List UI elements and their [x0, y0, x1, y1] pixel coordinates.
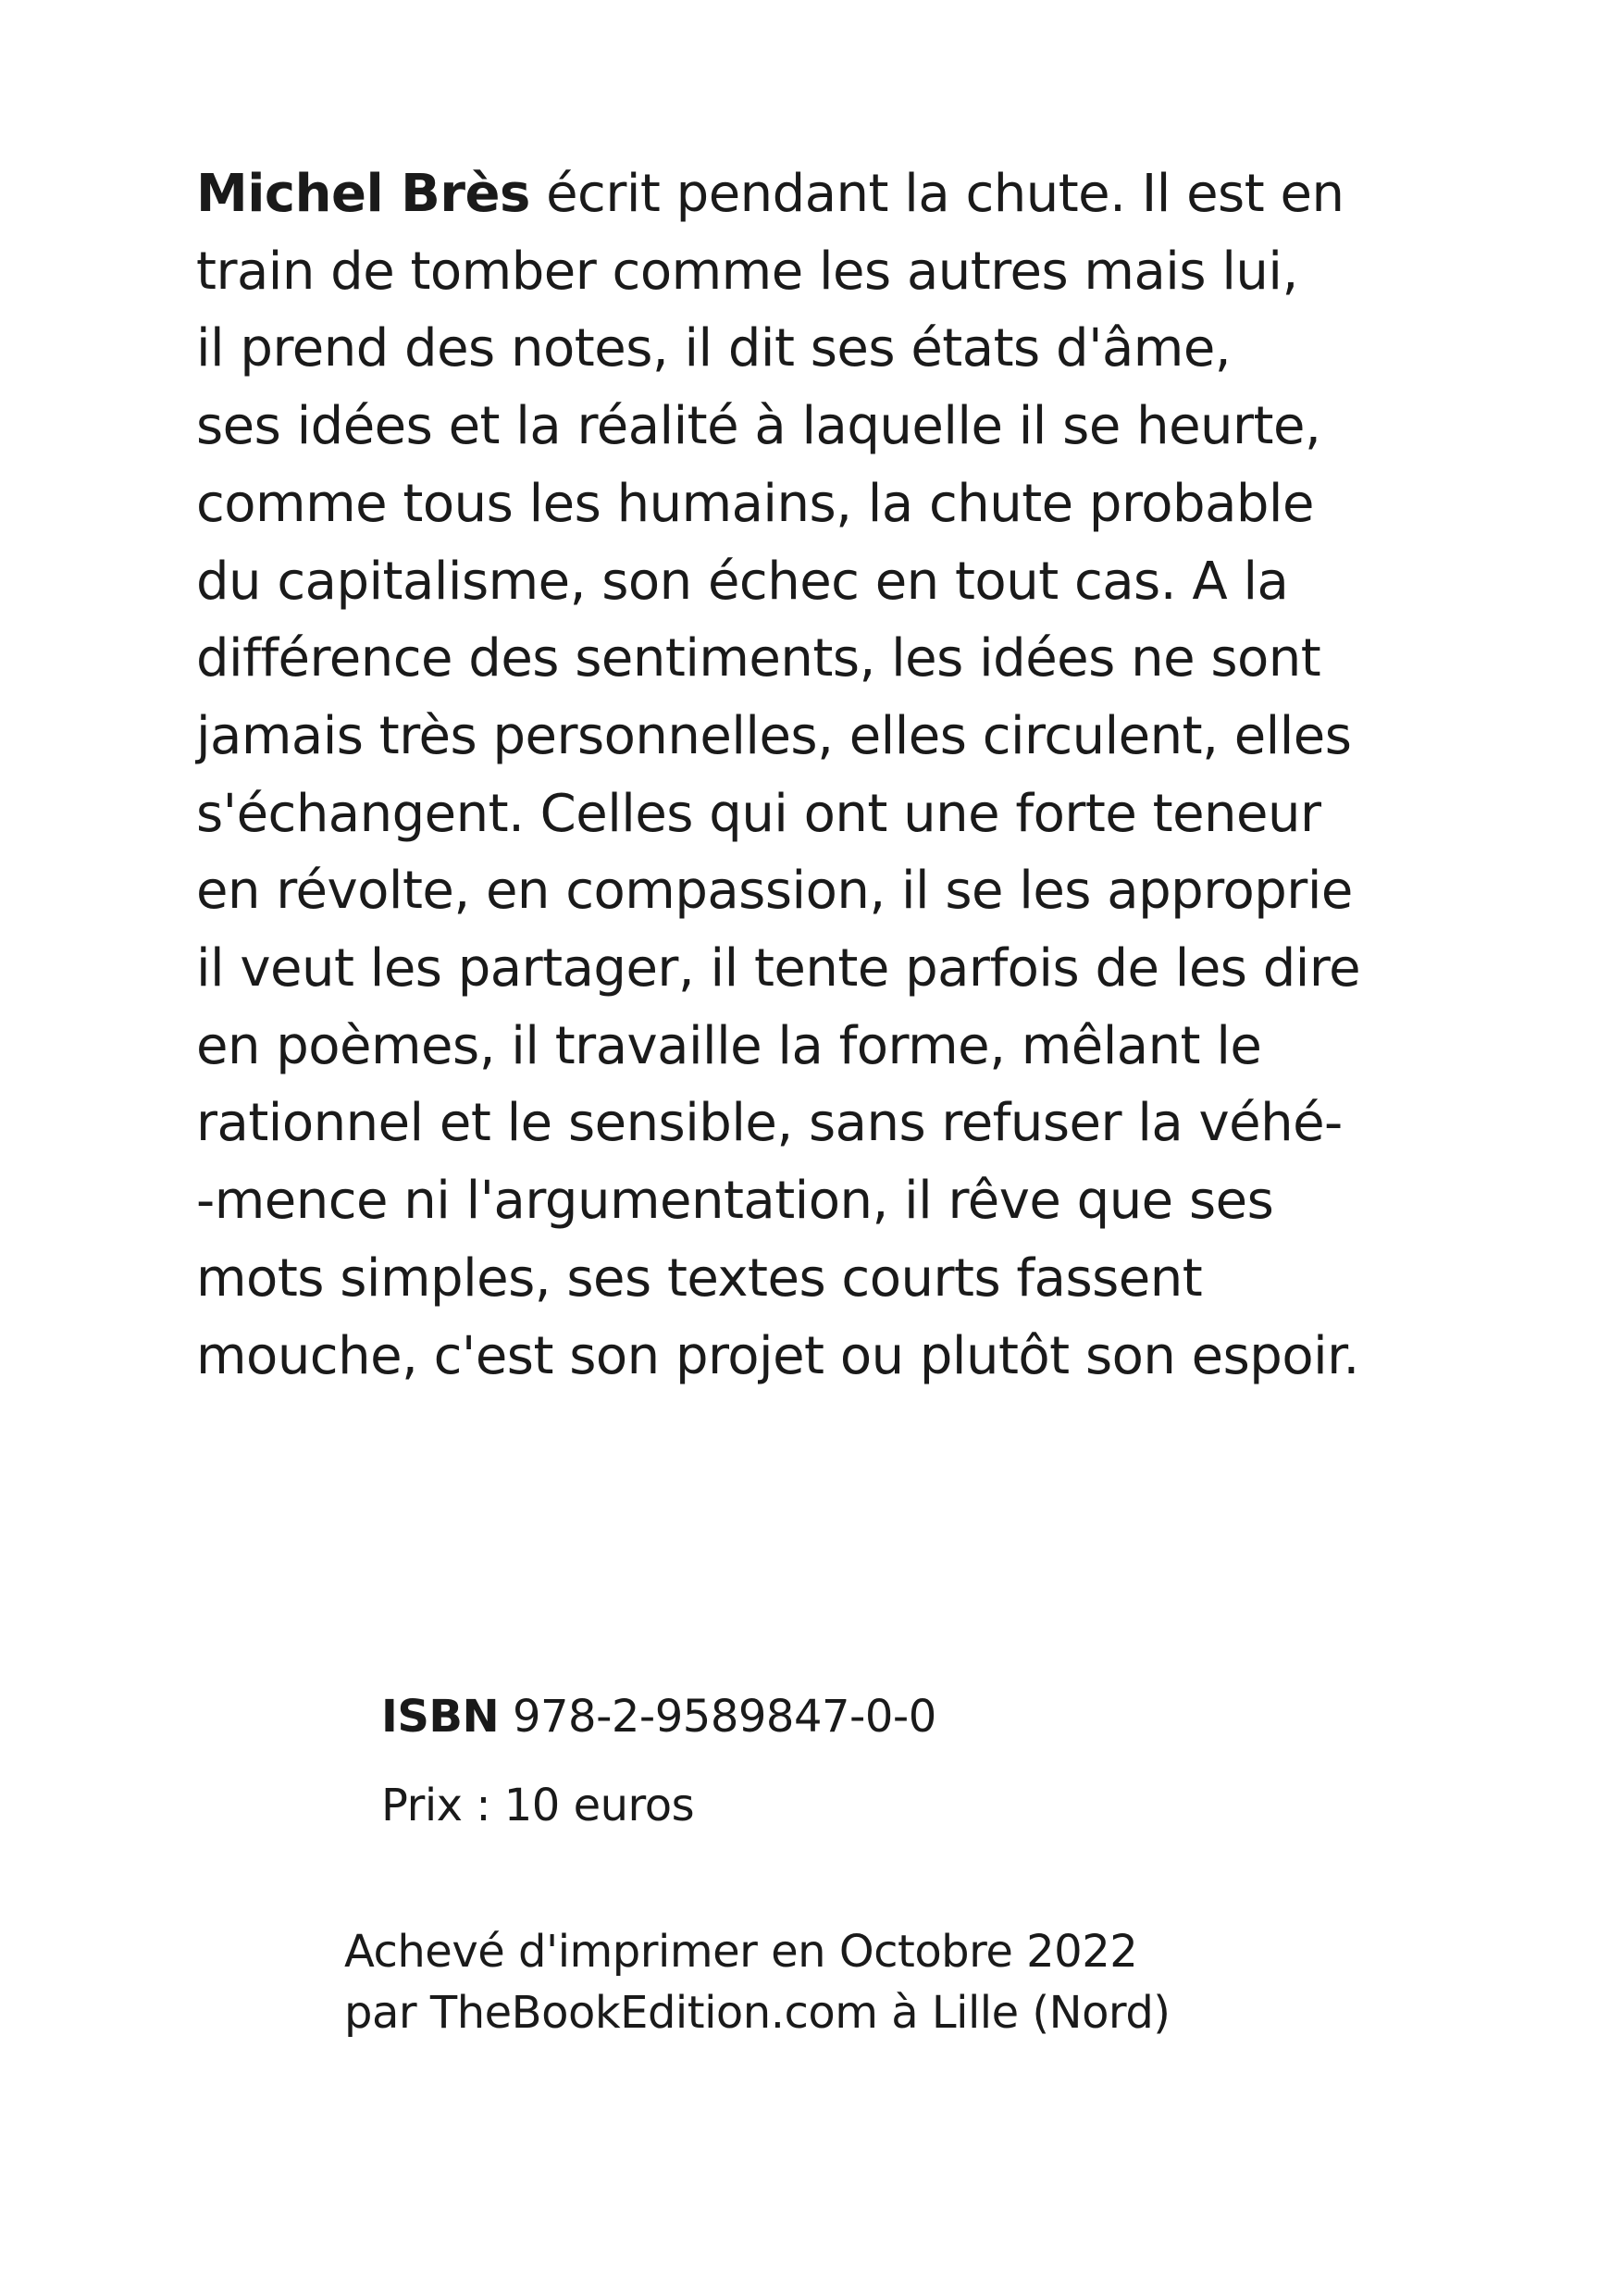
imprint-line-1: Achevé d'imprimer en Octobre 2022 — [344, 1926, 1138, 1978]
author-name: Michel Brès — [196, 164, 530, 224]
blurb-line-8: jamais très personnelles, elles circulent, elles — [196, 705, 1352, 766]
imprint-line-2: par TheBookEdition.com à Lille (Nord) — [344, 1987, 1171, 2039]
blurb-line-14: -mence ni l'argumentation, il rêve que ses — [196, 1171, 1274, 1232]
blurb-line-13: rationnel et le sensible, sans refuser la véhé- — [196, 1093, 1343, 1154]
blurb-line-4: ses idées et la réalité à laquelle il se heurte, — [196, 396, 1321, 457]
blurb-line-5: comme tous les humains, la chute probable — [196, 473, 1314, 534]
blurb-line-3: il prend des notes, il dit ses états d'âme, — [196, 318, 1232, 379]
blurb-line-9: s'échangent. Celles qui ont une forte teneur — [196, 783, 1321, 844]
blurb-line-6: du capitalisme, son échec en tout cas. A la — [196, 551, 1289, 612]
blurb-line-15: mots simples, ses textes courts fassent — [196, 1247, 1203, 1309]
blurb-line-16: mouche, c'est son projet ou plutôt son espoir. — [196, 1325, 1359, 1386]
blurb-line-12: en poèmes, il travaille la forme, mêlant le — [196, 1015, 1262, 1076]
isbn-value: 978-2-9589847-0-0 — [499, 1691, 936, 1743]
isbn-label: ISBN — [381, 1691, 500, 1743]
blurb-line-1 — [196, 155, 1547, 233]
blurb-text: écrit pendant la chute. Il est en — [529, 164, 1344, 224]
blurb-line-2: train de tomber comme les autres mais lui, — [196, 241, 1298, 302]
blurb-line-7: différence des sentiments, les idées ne sont — [196, 628, 1321, 689]
price-line: Prix : 10 euros — [381, 1780, 695, 1831]
blurb-line-11: il veut les partager, il tente parfois de les dire — [196, 938, 1361, 999]
printer-imprint — [344, 1921, 1171, 2043]
blurb-line-10: en révolte, en compassion, il se les approprie — [196, 861, 1353, 922]
author-blurb — [196, 155, 1547, 1395]
isbn-line — [381, 1686, 936, 1747]
